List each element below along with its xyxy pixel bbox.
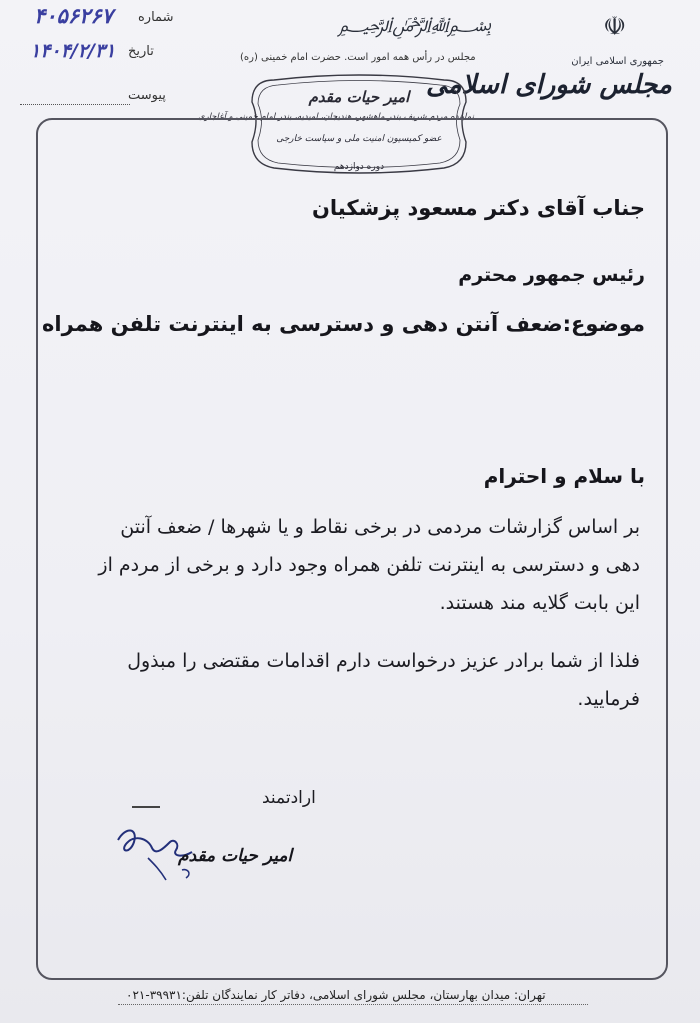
letter-date-label: تاریخ: [128, 44, 154, 59]
letter-date-value: ۱۴۰۴/۲/۳۱: [30, 40, 116, 62]
logo-parliament-text: مجلس شورای اسلامی: [425, 70, 672, 100]
signature-dash: [132, 806, 160, 808]
letter-number-value: ۴۰۵۶۲۶۷: [34, 4, 113, 28]
logo-country-text: جمهوری اسلامی ایران: [571, 56, 664, 67]
letter-footer-address: تهران: میدان بهارستان، مجلس شورای اسلامی، دفاتر کار نمایندگان تلفن:۳۹۹۳۱-۰۲۱: [126, 988, 546, 1002]
header-motto: مجلس در رأس همه امور است. حضرت امام خمینی (ره): [240, 52, 476, 63]
cartouche-committee: عضو کمیسیون امنیت ملی و سیاست خارجی: [276, 134, 442, 144]
calligraphy-mark-icon: ﷽: [338, 12, 492, 36]
letter-signer-name: امیر حیات مقدم: [178, 846, 293, 866]
letter-paragraph-2: فلذا از شما برادر عزیز درخواست دارم اقدامات مقتضی را مبذول فرمایید.: [127, 650, 640, 710]
cartouche-constituency: نماینده مردم شریف بندر ماهشهر، هندیجان، امیدیه، بندر امام خمینی و آغاجاری: [197, 112, 474, 122]
letter-number-label: شماره: [138, 10, 174, 25]
attachment-label: پیوست: [128, 88, 166, 103]
iran-emblem-icon: ☫: [603, 12, 627, 42]
letter-paragraph-1: بر اساس گزارشات مردمی در برخی نقاط و یا شهرها / ضعف آنتن دهی و دسترسی به اینترنت تلفن همراه وجود دارد و برخی از مردم از این بابت گلایه مند هستند.: [98, 516, 640, 614]
attachment-line: [20, 104, 130, 105]
cartouche-mp-name: امیر حیات مقدم: [308, 88, 410, 106]
footer-line: [118, 1004, 588, 1005]
letter-recipient: جناب آقای دکتر مسعود پزشکیان: [311, 196, 645, 220]
cartouche-term: دوره دوازدهم: [333, 162, 385, 172]
letter-subject: موضوع:ضعف آنتن دهی و دسترسی به اینترنت تلفن همراه: [42, 312, 645, 336]
letter-closing: ارادتمند: [262, 788, 316, 808]
parliament-logo: [425, 12, 678, 112]
letter-greeting: با سلام و احترام: [483, 464, 645, 488]
letter-recipient-title: رئیس جمهور محترم: [458, 264, 645, 286]
